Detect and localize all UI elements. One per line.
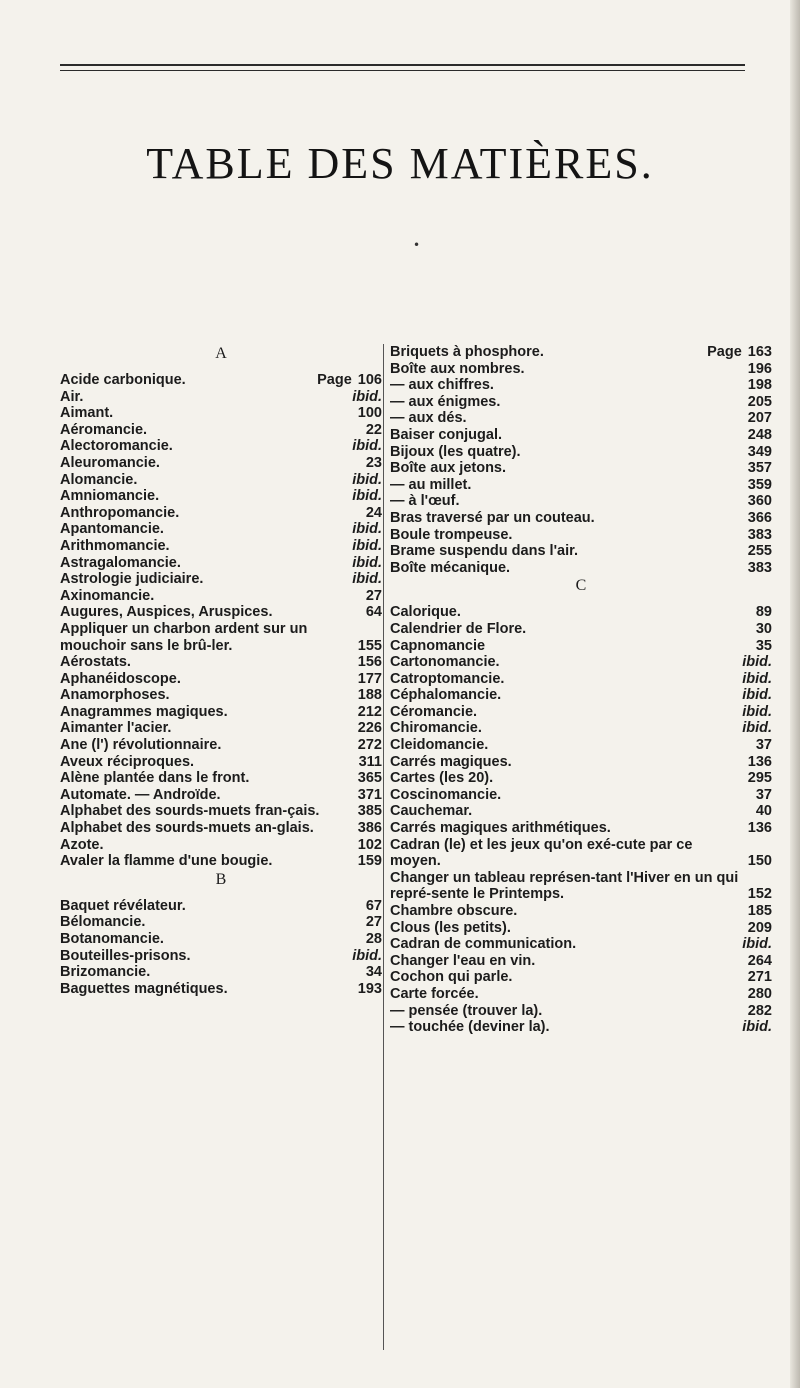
index-entry: [390, 477, 772, 494]
entry-page-number: 282: [747, 1002, 772, 1019]
entry-title: Avaler la flamme d'une bougie.: [60, 853, 273, 870]
entry-page-number: 30: [755, 620, 772, 637]
entry-title: Aveux réciproques.: [60, 753, 195, 770]
index-entry: [60, 687, 382, 704]
index-entry: [390, 1003, 772, 1020]
entry-page-number: 198: [747, 377, 772, 394]
top-rule: [60, 64, 745, 71]
index-entry: [60, 604, 382, 621]
index-entry: [60, 488, 382, 505]
entry-page-number: ibid.: [352, 438, 382, 455]
entry-title: — aux énigmes.: [390, 393, 501, 410]
index-entry: [60, 737, 382, 754]
entry-title: Aéromancie.: [60, 421, 148, 438]
index-entry: [60, 422, 382, 439]
entry-page-number: 349: [747, 443, 772, 460]
index-entry: [390, 527, 772, 544]
entry-title: Aimanter l'acier.: [60, 720, 172, 737]
entry-title: Cochon qui parle.: [390, 969, 513, 986]
entry-title: Chambre obscure.: [390, 903, 518, 919]
entry-title: Cadran de communication.: [390, 936, 577, 953]
entry-title: Clous (les petits).: [390, 919, 511, 936]
entry-page-number: 152: [747, 886, 772, 903]
index-entry: [390, 671, 772, 688]
index-entry: [60, 521, 382, 538]
entry-title: Alphabet des sourds-muets fran-çais.: [60, 803, 320, 820]
entry-page-number: 155: [357, 637, 382, 654]
entry-title: Anagrammes magiques.: [60, 703, 228, 720]
index-entry: [390, 770, 772, 787]
index-entry: [60, 372, 382, 389]
entry-page-number: ibid.: [742, 1019, 772, 1036]
entry-title: Anthropomancie.: [60, 504, 180, 521]
entry-title: Astrologie judiciaire.: [60, 571, 204, 588]
entry-page-number: 209: [747, 919, 772, 936]
entry-page-number: ibid.: [352, 537, 382, 554]
index-entry: [390, 920, 772, 937]
entry-page-number: 357: [747, 460, 772, 477]
entry-title: — aux chiffres.: [390, 377, 494, 394]
page-column-header: Page: [707, 344, 742, 360]
index-entry: [60, 914, 382, 931]
index-entry: [390, 687, 772, 704]
index-entry: [60, 455, 382, 472]
index-entry: [390, 344, 772, 361]
entry-page-number: ibid.: [352, 947, 382, 964]
entry-title: Arithmomancie.: [60, 537, 170, 554]
entry-title: Aphanéidoscope.: [60, 670, 181, 687]
index-entry: [390, 444, 772, 461]
entry-title: Chiromancie.: [390, 720, 482, 737]
entry-page-number: 67: [365, 897, 382, 914]
entry-page-number: 205: [747, 393, 772, 410]
entry-title: — pensée (trouver la).: [390, 1002, 543, 1019]
index-entry: [60, 621, 382, 654]
index-entry: [390, 361, 772, 378]
entry-title: Carrés magiques arithmétiques.: [390, 820, 611, 837]
entry-title: Azote.: [60, 836, 104, 853]
index-entry: [60, 948, 382, 965]
index-entry: [390, 460, 772, 477]
index-entry: [390, 543, 772, 560]
entry-title: Appliquer un charbon ardent sur un mouchoir sans le brû-ler.: [60, 620, 308, 654]
entry-title: Catroptomancie.: [390, 670, 505, 687]
entry-page-number: 159: [357, 853, 382, 870]
entry-page-number: 311: [358, 753, 382, 770]
entry-title: — touchée (deviner la).: [390, 1019, 550, 1036]
entry-title: Boîte mécanique.: [390, 559, 511, 576]
index-entry: [390, 803, 772, 820]
index-entry: [60, 405, 382, 422]
entry-title: Astragalomancie.: [60, 554, 181, 571]
entry-page-number: ibid.: [352, 521, 382, 538]
index-entry: [390, 754, 772, 771]
entry-page-number: 34: [365, 964, 382, 981]
entry-title: Cleidomancie.: [390, 737, 489, 754]
entry-page-number: 264: [747, 952, 772, 969]
index-entry: [60, 898, 382, 915]
entry-title: Alène plantée dans le front.: [60, 770, 250, 787]
entry-page-number: ibid.: [742, 670, 772, 687]
entry-page-number: 193: [357, 980, 382, 997]
index-entry: [390, 870, 772, 903]
entry-page-number: 366: [747, 509, 772, 526]
entry-page-number: 271: [747, 969, 772, 986]
entry-page-number: 163: [747, 344, 772, 360]
index-entry: [60, 472, 382, 489]
entry-page-number: 212: [357, 703, 382, 720]
entry-title: Botanomancie.: [60, 931, 164, 947]
index-entry: [390, 787, 772, 804]
index-entry: [60, 704, 382, 721]
entry-title: Bélomancie.: [60, 914, 146, 931]
section-heading: C: [575, 577, 587, 595]
entry-page-number: ibid.: [742, 720, 772, 737]
index-entry: [390, 936, 772, 953]
entry-page-number: ibid.: [352, 488, 382, 505]
entry-title: Acide carbonique.: [60, 372, 186, 388]
entry-page-number: ibid.: [742, 654, 772, 671]
entry-title: Air.: [60, 388, 84, 405]
entry-title: Calendrier de Flore.: [390, 620, 527, 637]
entry-title: Alphabet des sourds-muets an-glais.: [60, 820, 314, 837]
left-column: [60, 344, 382, 997]
entry-title: Amniomancie.: [60, 488, 160, 505]
entry-title: — à l'œuf.: [390, 493, 460, 510]
entry-title: Briquets à phosphore.: [390, 344, 544, 360]
index-entry: [60, 754, 382, 771]
entry-page-number: 207: [747, 410, 772, 427]
section-heading: B: [215, 870, 227, 888]
index-entry: [390, 1019, 772, 1036]
entry-title: Aérostats.: [60, 654, 131, 671]
entry-title: Cauchemar.: [390, 803, 473, 820]
entry-page-number: 371: [357, 786, 382, 803]
index-entry: [60, 571, 382, 588]
index-entry: [390, 654, 772, 671]
index-entry: [60, 770, 382, 787]
entry-page-number: 27: [365, 587, 382, 604]
index-entry: [60, 654, 382, 671]
ornament: •: [413, 238, 421, 252]
entry-page-number: ibid.: [352, 571, 382, 588]
index-entry: [390, 604, 772, 621]
index-entry: [60, 588, 382, 605]
entry-page-number: 196: [747, 360, 772, 377]
entry-page-number: 37: [755, 737, 772, 754]
entry-page-number: ibid.: [352, 471, 382, 488]
entry-page-number: 177: [357, 670, 382, 687]
index-entry: [60, 720, 382, 737]
index-entry: [390, 427, 772, 444]
entry-title: Cartonomancie.: [390, 654, 500, 671]
index-entry: [390, 394, 772, 411]
entry-title: Ane (l') révolutionnaire.: [60, 737, 222, 754]
entry-title: Axinomancie.: [60, 587, 155, 604]
index-entry: [390, 986, 772, 1003]
index-entry: [390, 377, 772, 394]
entry-page-number: 150: [747, 853, 772, 870]
entry-page-number: 359: [747, 476, 772, 493]
entry-title: Baquet révélateur.: [60, 897, 186, 914]
entry-title: Cadran (le) et les jeux qu'on exé-cute par ce moyen.: [390, 836, 693, 870]
index-entry: [60, 505, 382, 522]
entry-title: Bras traversé par un couteau.: [390, 509, 595, 526]
entry-page-number: 385: [357, 803, 382, 820]
index-entry: [60, 981, 382, 998]
entry-title: Céromancie.: [390, 703, 478, 720]
entry-title: Calorique.: [390, 604, 461, 621]
index-entry: [390, 820, 772, 837]
entry-page-number: 28: [365, 931, 382, 947]
entry-title: Capnomancie: [390, 637, 486, 654]
index-entry: [60, 931, 382, 948]
index-entry: [60, 438, 382, 455]
index-entry: [60, 803, 382, 820]
index-entry: [60, 820, 382, 837]
column-divider: [383, 344, 384, 1350]
entry-title: Céphalomancie.: [390, 687, 502, 704]
entry-page-number: ibid.: [742, 703, 772, 720]
index-entry: [390, 704, 772, 721]
entry-title: Boule trompeuse.: [390, 526, 513, 543]
entry-title: Carte forcée.: [390, 985, 479, 1002]
entry-page-number: 102: [357, 836, 382, 853]
index-entry: [390, 953, 772, 970]
entry-page-number: ibid.: [352, 554, 382, 571]
entry-page-number: 360: [747, 493, 772, 510]
entry-page-number: 106: [357, 372, 382, 388]
index-entry: [60, 538, 382, 555]
index-entry: [390, 969, 772, 986]
entry-title: Bouteilles-prisons.: [60, 947, 191, 964]
entry-page-number: ibid.: [352, 388, 382, 405]
entry-title: Changer un tableau représen-tant l'Hiver en un qui repré-sente le Printemps.: [390, 869, 739, 903]
index-entry: [390, 903, 772, 920]
index-entry: [390, 638, 772, 655]
entry-page-number: 64: [365, 604, 382, 621]
entry-page-number: 136: [747, 753, 772, 770]
entry-page-number: ibid.: [742, 687, 772, 704]
entry-page-number: 24: [365, 504, 382, 521]
entry-page-number: 255: [747, 543, 772, 560]
section-heading: A: [215, 345, 227, 362]
entry-title: Aimant.: [60, 405, 114, 422]
entry-page-number: 383: [747, 559, 772, 576]
index-entry: [390, 510, 772, 527]
index-entry: [390, 410, 772, 427]
entry-title: Boîte aux nombres.: [390, 360, 525, 377]
index-entry: [390, 720, 772, 737]
entry-page-number: 272: [357, 737, 382, 754]
entry-page-number: 248: [747, 426, 772, 443]
index-entry: [390, 621, 772, 638]
entry-title: Alomancie.: [60, 471, 138, 488]
index-entry: [60, 555, 382, 572]
index-entry: [60, 389, 382, 406]
index-entry: [390, 560, 772, 577]
index-entry: [60, 837, 382, 854]
entry-page-number: 280: [747, 985, 772, 1002]
index-entry: [60, 787, 382, 804]
entry-page-number: 188: [357, 687, 382, 704]
entry-page-number: 22: [365, 421, 382, 438]
entry-title: — aux dés.: [390, 410, 467, 427]
entry-page-number: 365: [357, 770, 382, 787]
entry-title: Anamorphoses.: [60, 687, 170, 704]
entry-title: Baguettes magnétiques.: [60, 980, 228, 997]
right-column: [390, 344, 772, 1036]
entry-title: Coscinomancie.: [390, 786, 502, 803]
entry-title: Baiser conjugal.: [390, 426, 503, 443]
entry-title: Carrés magiques.: [390, 753, 512, 770]
entry-page-number: 136: [747, 820, 772, 837]
entry-page-number: 156: [357, 654, 382, 671]
index-entry: [60, 671, 382, 688]
entry-page-number: 100: [357, 405, 382, 422]
entry-page-number: 40: [755, 803, 772, 820]
entry-page-number: ibid.: [742, 936, 772, 953]
index-entry: [60, 853, 382, 870]
page-title: TABLE DES MATIÈRES.: [146, 139, 654, 188]
entry-page-number: 35: [755, 637, 772, 654]
entry-title: — au millet.: [390, 476, 472, 493]
entry-page-number: 295: [747, 770, 772, 787]
entry-title: Bijoux (les quatre).: [390, 443, 521, 460]
page-column-header: Page: [317, 372, 352, 388]
entry-title: Brizomancie.: [60, 964, 151, 981]
entry-title: Boîte aux jetons.: [390, 460, 507, 477]
entry-title: Apantomancie.: [60, 521, 164, 538]
entry-page-number: 226: [357, 720, 382, 737]
index-entry: [390, 837, 772, 870]
entry-page-number: 386: [357, 820, 382, 837]
entry-title: Brame suspendu dans l'air.: [390, 543, 578, 560]
entry-title: Aleuromancie.: [60, 454, 160, 471]
entry-page-number: 383: [747, 526, 772, 543]
index-entry: [390, 737, 772, 754]
entry-page-number: 185: [747, 903, 772, 919]
entry-page-number: 89: [755, 604, 772, 621]
entry-title: Augures, Auspices, Aruspices.: [60, 604, 273, 621]
entry-title: Cartes (les 20).: [390, 770, 494, 787]
page-edge: [790, 0, 800, 1388]
index-entry: [390, 493, 772, 510]
entry-title: Changer l'eau en vin.: [390, 952, 536, 969]
entry-title: Automate. — Androïde.: [60, 786, 221, 803]
entry-page-number: 27: [365, 914, 382, 931]
entry-page-number: 23: [365, 454, 382, 471]
entry-page-number: 37: [755, 786, 772, 803]
index-entry: [60, 964, 382, 981]
entry-title: Alectoromancie.: [60, 438, 173, 455]
